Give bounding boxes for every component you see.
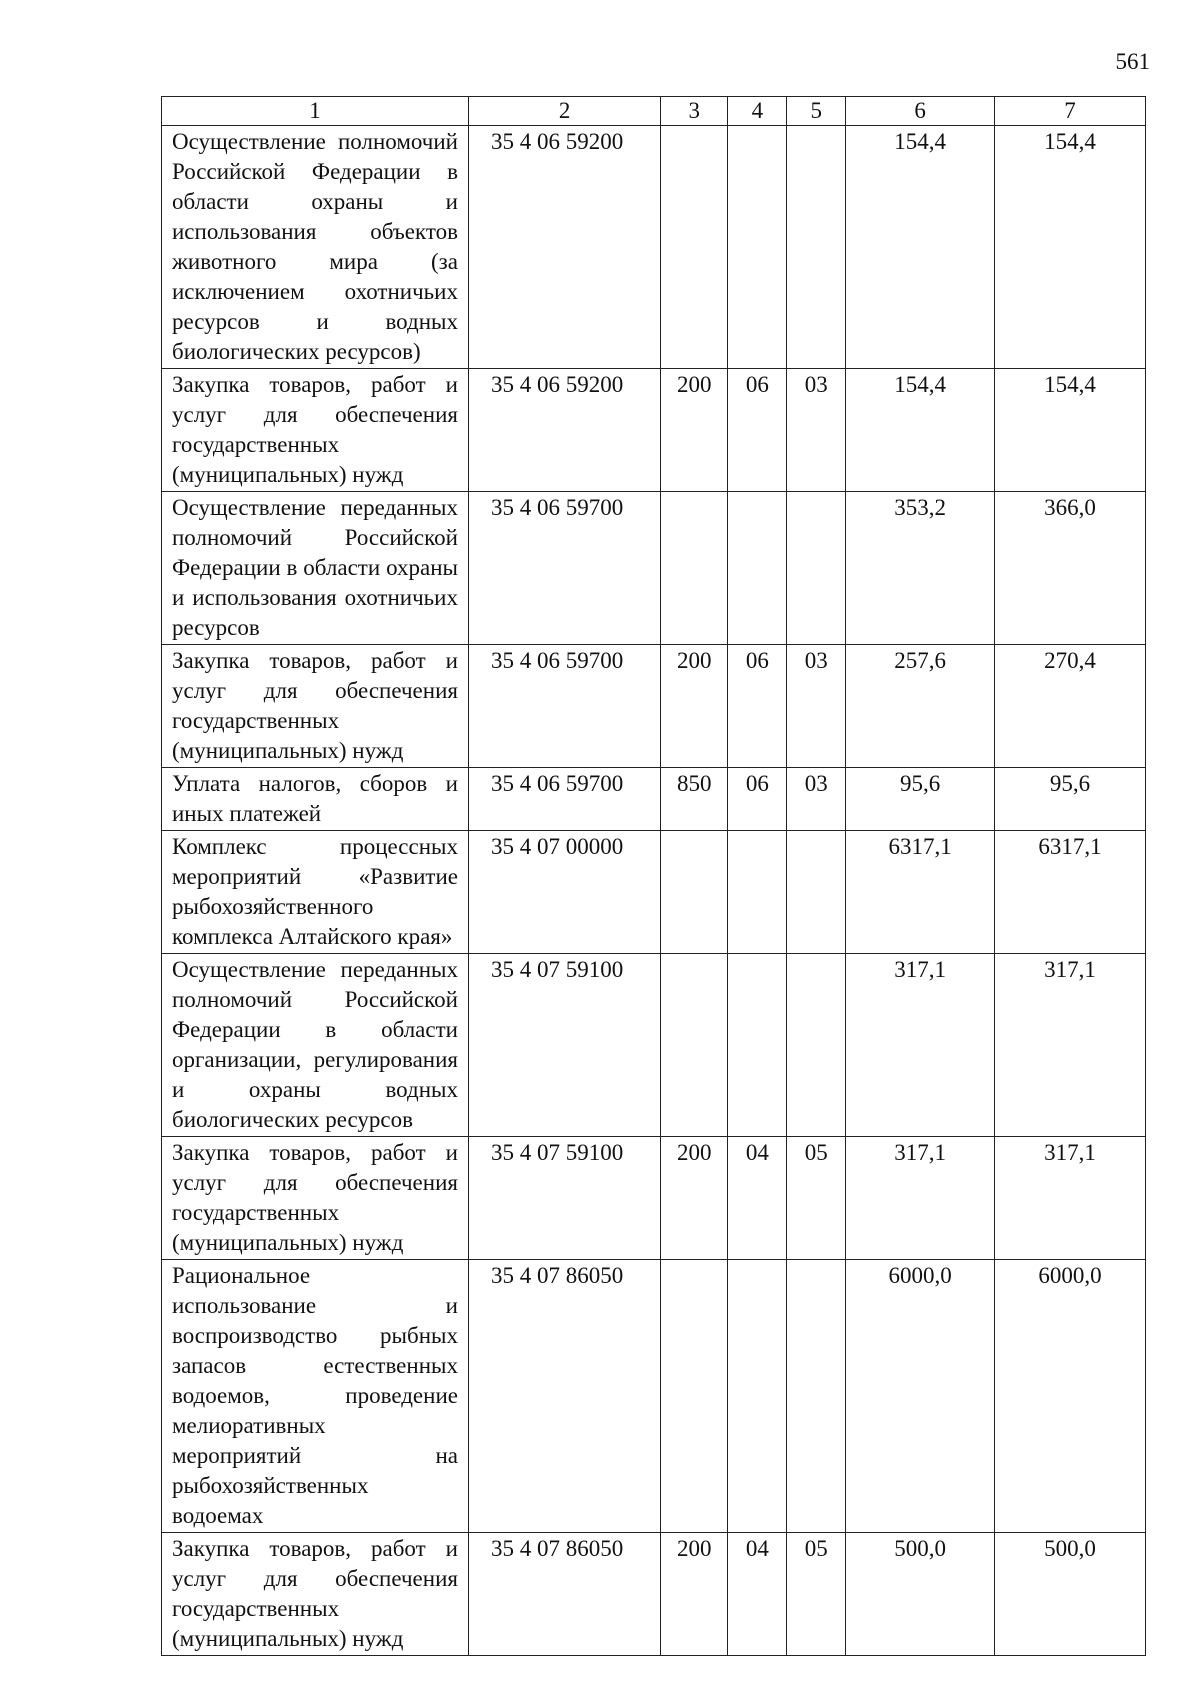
table-row	[162, 1533, 1146, 1656]
row-col6-cell: 257,6	[846, 645, 995, 768]
table-row	[162, 831, 1146, 954]
row-col6-cell: 353,2	[846, 492, 995, 645]
table-row	[162, 492, 1146, 645]
row-col7-cell: 6317,1	[995, 831, 1146, 954]
row-code-cell: 35 4 07 59100	[468, 1137, 660, 1260]
row-name-cell: Комплекс процессных мероприятий «Развитие рыбохозяйственного комплекса Алтайского края»	[162, 831, 469, 954]
table-row	[162, 369, 1146, 492]
row-col7-cell: 366,0	[995, 492, 1146, 645]
row-col4-cell: 04	[728, 1137, 787, 1260]
row-code-cell: 35 4 06 59200	[468, 369, 660, 492]
table-row	[162, 954, 1146, 1137]
row-col5-cell: 03	[787, 369, 846, 492]
row-col6-cell: 154,4	[846, 369, 995, 492]
row-col6-cell: 317,1	[846, 954, 995, 1137]
row-col6-cell: 317,1	[846, 1137, 995, 1260]
row-name-cell: Осуществление переданных полномочий Российской Федерации в области охраны и использования охотничьих ресурсов	[162, 492, 469, 645]
row-col3-cell	[661, 492, 728, 645]
row-col4-cell: 06	[728, 645, 787, 768]
row-col7-cell: 154,4	[995, 126, 1146, 369]
row-col4-cell	[728, 1260, 787, 1533]
row-code-cell: 35 4 07 86050	[468, 1533, 660, 1656]
row-col7-cell: 317,1	[995, 1137, 1146, 1260]
row-code-cell: 35 4 06 59700	[468, 645, 660, 768]
header-cell: 2	[468, 97, 660, 126]
header-cell: 1	[162, 97, 469, 126]
row-col6-cell: 500,0	[846, 1533, 995, 1656]
row-code-cell: 35 4 06 59200	[468, 126, 660, 369]
row-col3-cell	[661, 126, 728, 369]
row-col4-cell	[728, 126, 787, 369]
row-col3-cell: 200	[661, 1533, 728, 1656]
row-col7-cell: 270,4	[995, 645, 1146, 768]
row-name-cell: Уплата налогов, сборов и иных платежей	[162, 768, 469, 831]
row-code-cell: 35 4 07 86050	[468, 1260, 660, 1533]
row-col6-cell: 6317,1	[846, 831, 995, 954]
row-name-cell: Закупка товаров, работ и услуг для обеспечения государственных (муниципальных) нужд	[162, 1137, 469, 1260]
row-col4-cell	[728, 492, 787, 645]
row-col3-cell	[661, 1260, 728, 1533]
row-col5-cell	[787, 954, 846, 1137]
row-col3-cell	[661, 831, 728, 954]
header-cell: 3	[661, 97, 728, 126]
header-cell: 4	[728, 97, 787, 126]
row-col7-cell: 95,6	[995, 768, 1146, 831]
row-col5-cell	[787, 831, 846, 954]
row-col3-cell: 200	[661, 1137, 728, 1260]
row-col4-cell: 04	[728, 1533, 787, 1656]
row-name-cell: Закупка товаров, работ и услуг для обеспечения государственных (муниципальных) нужд	[162, 369, 469, 492]
table-row	[162, 1137, 1146, 1260]
row-col7-cell: 500,0	[995, 1533, 1146, 1656]
row-col5-cell	[787, 126, 846, 369]
row-col4-cell	[728, 954, 787, 1137]
table-row	[162, 126, 1146, 369]
row-col5-cell: 05	[787, 1533, 846, 1656]
row-col5-cell: 03	[787, 768, 846, 831]
row-col6-cell: 154,4	[846, 126, 995, 369]
row-name-cell: Закупка товаров, работ и услуг для обеспечения государственных (муниципальных) нужд	[162, 1533, 469, 1656]
table-row	[162, 645, 1146, 768]
row-col6-cell: 6000,0	[846, 1260, 995, 1533]
row-code-cell: 35 4 06 59700	[468, 768, 660, 831]
row-col3-cell: 200	[661, 645, 728, 768]
table-row	[162, 768, 1146, 831]
row-col3-cell	[661, 954, 728, 1137]
row-col3-cell: 850	[661, 768, 728, 831]
row-col6-cell: 95,6	[846, 768, 995, 831]
row-col4-cell: 06	[728, 768, 787, 831]
header-cell: 5	[787, 97, 846, 126]
row-col5-cell	[787, 492, 846, 645]
budget-table	[161, 96, 1146, 1656]
row-name-cell: Осуществление полномочий Российской Федерации в области охраны и использования объектов животного мира (за исключением охотничьих ресурсов и водных биологических ресурсов)	[162, 126, 469, 369]
page-number: 561	[1115, 49, 1150, 74]
table-row	[162, 1260, 1146, 1533]
row-col7-cell: 317,1	[995, 954, 1146, 1137]
header-cell: 6	[846, 97, 995, 126]
row-name-cell: Рациональное использование и воспроизводство рыбных запасов естественных водоемов, проведение мелиоративных мероприятий на рыбохозяйственных водоемах	[162, 1260, 469, 1533]
row-col5-cell: 03	[787, 645, 846, 768]
row-col3-cell: 200	[661, 369, 728, 492]
row-col5-cell	[787, 1260, 846, 1533]
row-col5-cell: 05	[787, 1137, 846, 1260]
row-col4-cell: 06	[728, 369, 787, 492]
header-cell: 7	[995, 97, 1146, 126]
row-code-cell: 35 4 07 59100	[468, 954, 660, 1137]
row-name-cell: Закупка товаров, работ и услуг для обеспечения государственных (муниципальных) нужд	[162, 645, 469, 768]
table-header-row	[162, 97, 1146, 126]
row-name-cell: Осуществление переданных полномочий Российской Федерации в области организации, регулирования и охраны водных биологических ресурсов	[162, 954, 469, 1137]
row-code-cell: 35 4 07 00000	[468, 831, 660, 954]
row-col4-cell	[728, 831, 787, 954]
row-col7-cell: 154,4	[995, 369, 1146, 492]
row-col7-cell: 6000,0	[995, 1260, 1146, 1533]
row-code-cell: 35 4 06 59700	[468, 492, 660, 645]
